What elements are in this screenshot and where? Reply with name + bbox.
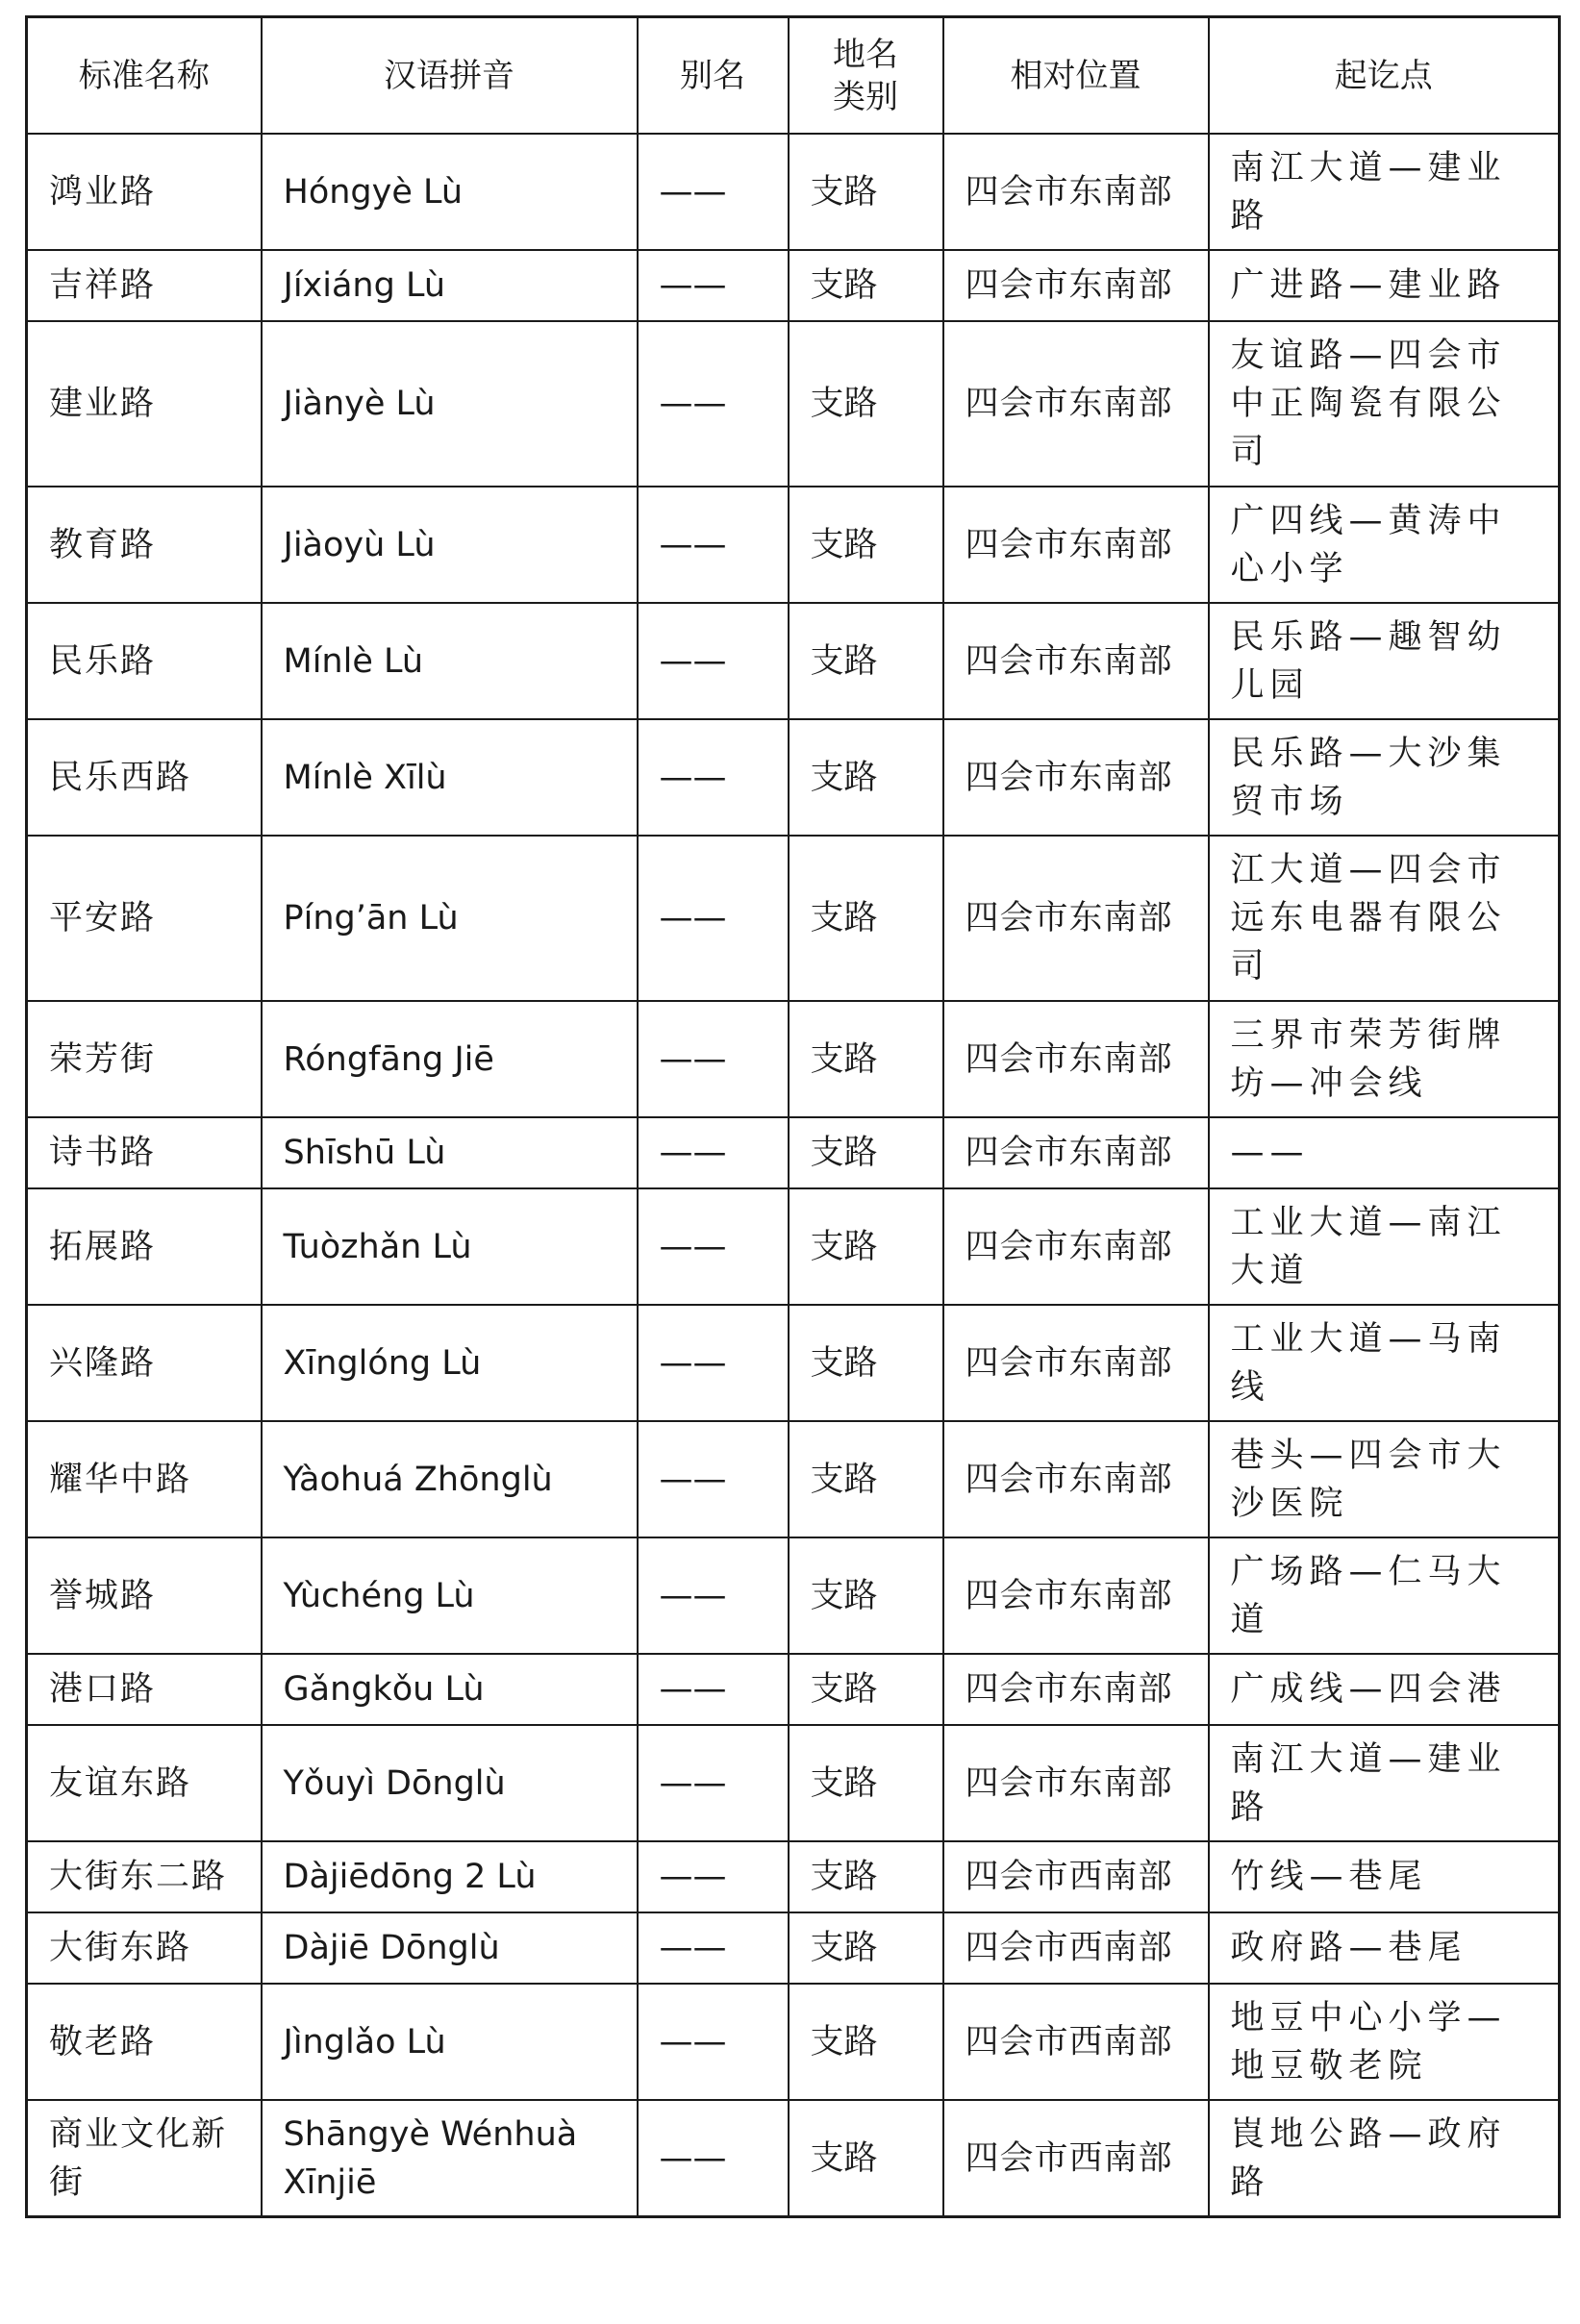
cell-pinyin: Píng’ān Lù [262,836,638,1001]
cell-alias: —— [638,1188,789,1305]
cell-alias: —— [638,719,789,836]
cell-pinyin: Xīnglóng Lù [262,1305,638,1421]
cell-alias: —— [638,1305,789,1421]
cell-pinyin: Jiànyè Lù [262,321,638,487]
table-row [27,1984,1560,2100]
table-row [27,250,1560,321]
table-row [27,321,1560,487]
cell-alias: —— [638,1117,789,1188]
cell-name: 建业路 [27,321,262,487]
cell-pinyin: Gǎngkǒu Lù [262,1654,638,1725]
cell-pinyin: Yùchéng Lù [262,1537,638,1654]
cell-alias: —— [638,836,789,1001]
cell-position: 四会市东南部 [943,1537,1209,1654]
cell-alias: —— [638,487,789,603]
cell-pinyin: Mínlè Lù [262,603,638,719]
header-category: 地名 类别 [789,17,943,135]
header-row [27,17,1560,135]
cell-name: 耀华中路 [27,1421,262,1537]
table-body [27,134,1560,2217]
road-name-table [25,15,1561,2218]
cell-pinyin: Mínlè Xīlù [262,719,638,836]
cell-range: 广场路—仁马大道 [1209,1537,1560,1654]
cell-name: 鸿业路 [27,134,262,250]
cell-name: 兴隆路 [27,1305,262,1421]
cell-alias: —— [638,1725,789,1841]
cell-pinyin: Jiàoyù Lù [262,487,638,603]
cell-pinyin: Tuòzhǎn Lù [262,1188,638,1305]
cell-position: 四会市东南部 [943,321,1209,487]
table-row [27,719,1560,836]
cell-position: 四会市东南部 [943,1188,1209,1305]
cell-pinyin: Jìnglǎo Lù [262,1984,638,2100]
cell-alias: —— [638,250,789,321]
cell-category: 支路 [789,321,943,487]
cell-range: 崀地公路—政府路 [1209,2100,1560,2217]
cell-position: 四会市东南部 [943,250,1209,321]
cell-range: 政府路—巷尾 [1209,1912,1560,1984]
cell-alias: —— [638,603,789,719]
cell-range: 友谊路—四会市中正陶瓷有限公司 [1209,321,1560,487]
table-row [27,487,1560,603]
cell-position: 四会市东南部 [943,1421,1209,1537]
cell-pinyin: Shāngyè Wénhuà Xīnjiē [262,2100,638,2217]
cell-range: 广四线—黄涛中心小学 [1209,487,1560,603]
cell-name: 教育路 [27,487,262,603]
cell-position: 四会市东南部 [943,836,1209,1001]
cell-pinyin: Dàjiē Dōnglù [262,1912,638,1984]
cell-position: 四会市西南部 [943,2100,1209,2217]
cell-position: 四会市东南部 [943,1654,1209,1725]
cell-category: 支路 [789,1421,943,1537]
cell-name: 友谊东路 [27,1725,262,1841]
cell-position: 四会市东南部 [943,487,1209,603]
cell-range: 三界市荣芳街牌坊—冲会线 [1209,1001,1560,1117]
table-row [27,1725,1560,1841]
cell-range: 广成线—四会港 [1209,1654,1560,1725]
cell-category: 支路 [789,1117,943,1188]
cell-pinyin: Dàjiēdōng 2 Lù [262,1841,638,1912]
cell-range: —— [1209,1117,1560,1188]
cell-range: 南江大道—建业路 [1209,134,1560,250]
header-name: 标准名称 [27,17,262,135]
cell-alias: —— [638,1841,789,1912]
cell-category: 支路 [789,487,943,603]
cell-name: 誉城路 [27,1537,262,1654]
cell-category: 支路 [789,836,943,1001]
cell-category: 支路 [789,1841,943,1912]
cell-pinyin: Yǒuyì Dōnglù [262,1725,638,1841]
cell-alias: —— [638,134,789,250]
cell-category: 支路 [789,250,943,321]
cell-position: 四会市西南部 [943,1841,1209,1912]
table-row [27,1421,1560,1537]
cell-position: 四会市西南部 [943,1984,1209,2100]
cell-pinyin: Jíxiáng Lù [262,250,638,321]
header-position: 相对位置 [943,17,1209,135]
cell-category: 支路 [789,1912,943,1984]
cell-range: 民乐路—大沙集贸市场 [1209,719,1560,836]
cell-name: 商业文化新街 [27,2100,262,2217]
table-row [27,1305,1560,1421]
cell-range: 民乐路—趣智幼儿园 [1209,603,1560,719]
cell-position: 四会市东南部 [943,1305,1209,1421]
cell-name: 港口路 [27,1654,262,1725]
cell-position: 四会市东南部 [943,134,1209,250]
cell-alias: —— [638,1654,789,1725]
cell-category: 支路 [789,1537,943,1654]
table-row [27,1912,1560,1984]
cell-category: 支路 [789,1984,943,2100]
cell-position: 四会市东南部 [943,1001,1209,1117]
table-row [27,1188,1560,1305]
table-row [27,603,1560,719]
cell-name: 大街东二路 [27,1841,262,1912]
table-row [27,1841,1560,1912]
cell-position: 四会市东南部 [943,603,1209,719]
table-row [27,1537,1560,1654]
cell-name: 拓展路 [27,1188,262,1305]
cell-range: 竹线—巷尾 [1209,1841,1560,1912]
cell-alias: —— [638,2100,789,2217]
cell-name: 敬老路 [27,1984,262,2100]
cell-range: 广进路—建业路 [1209,250,1560,321]
cell-alias: —— [638,1984,789,2100]
cell-category: 支路 [789,2100,943,2217]
cell-name: 大街东路 [27,1912,262,1984]
cell-category: 支路 [789,1654,943,1725]
cell-category: 支路 [789,1725,943,1841]
table-row [27,2100,1560,2217]
cell-category: 支路 [789,1305,943,1421]
table-row [27,1001,1560,1117]
table-row [27,134,1560,250]
cell-category: 支路 [789,719,943,836]
cell-pinyin: Róngfāng Jiē [262,1001,638,1117]
cell-category: 支路 [789,1188,943,1305]
cell-pinyin: Hóngyè Lù [262,134,638,250]
cell-pinyin: Shīshū Lù [262,1117,638,1188]
cell-alias: —— [638,1912,789,1984]
cell-name: 吉祥路 [27,250,262,321]
cell-position: 四会市西南部 [943,1912,1209,1984]
table-row [27,836,1560,1001]
table-row [27,1117,1560,1188]
cell-range: 地豆中心小学—地豆敬老院 [1209,1984,1560,2100]
cell-name: 民乐路 [27,603,262,719]
cell-range: 工业大道—南江大道 [1209,1188,1560,1305]
cell-alias: —— [638,321,789,487]
header-alias: 别名 [638,17,789,135]
cell-position: 四会市东南部 [943,719,1209,836]
cell-category: 支路 [789,134,943,250]
cell-name: 平安路 [27,836,262,1001]
cell-pinyin: Yàohuá Zhōnglù [262,1421,638,1537]
cell-range: 巷头—四会市大沙医院 [1209,1421,1560,1537]
cell-range: 工业大道—马南线 [1209,1305,1560,1421]
cell-alias: —— [638,1001,789,1117]
table-row [27,1654,1560,1725]
cell-category: 支路 [789,603,943,719]
cell-range: 江大道—四会市远东电器有限公司 [1209,836,1560,1001]
cell-name: 荣芳街 [27,1001,262,1117]
cell-name: 民乐西路 [27,719,262,836]
cell-category: 支路 [789,1001,943,1117]
cell-range: 南江大道—建业路 [1209,1725,1560,1841]
cell-alias: —— [638,1421,789,1537]
cell-alias: —— [638,1537,789,1654]
header-range: 起讫点 [1209,17,1560,135]
cell-name: 诗书路 [27,1117,262,1188]
header-pinyin: 汉语拼音 [262,17,638,135]
cell-position: 四会市东南部 [943,1117,1209,1188]
cell-position: 四会市东南部 [943,1725,1209,1841]
